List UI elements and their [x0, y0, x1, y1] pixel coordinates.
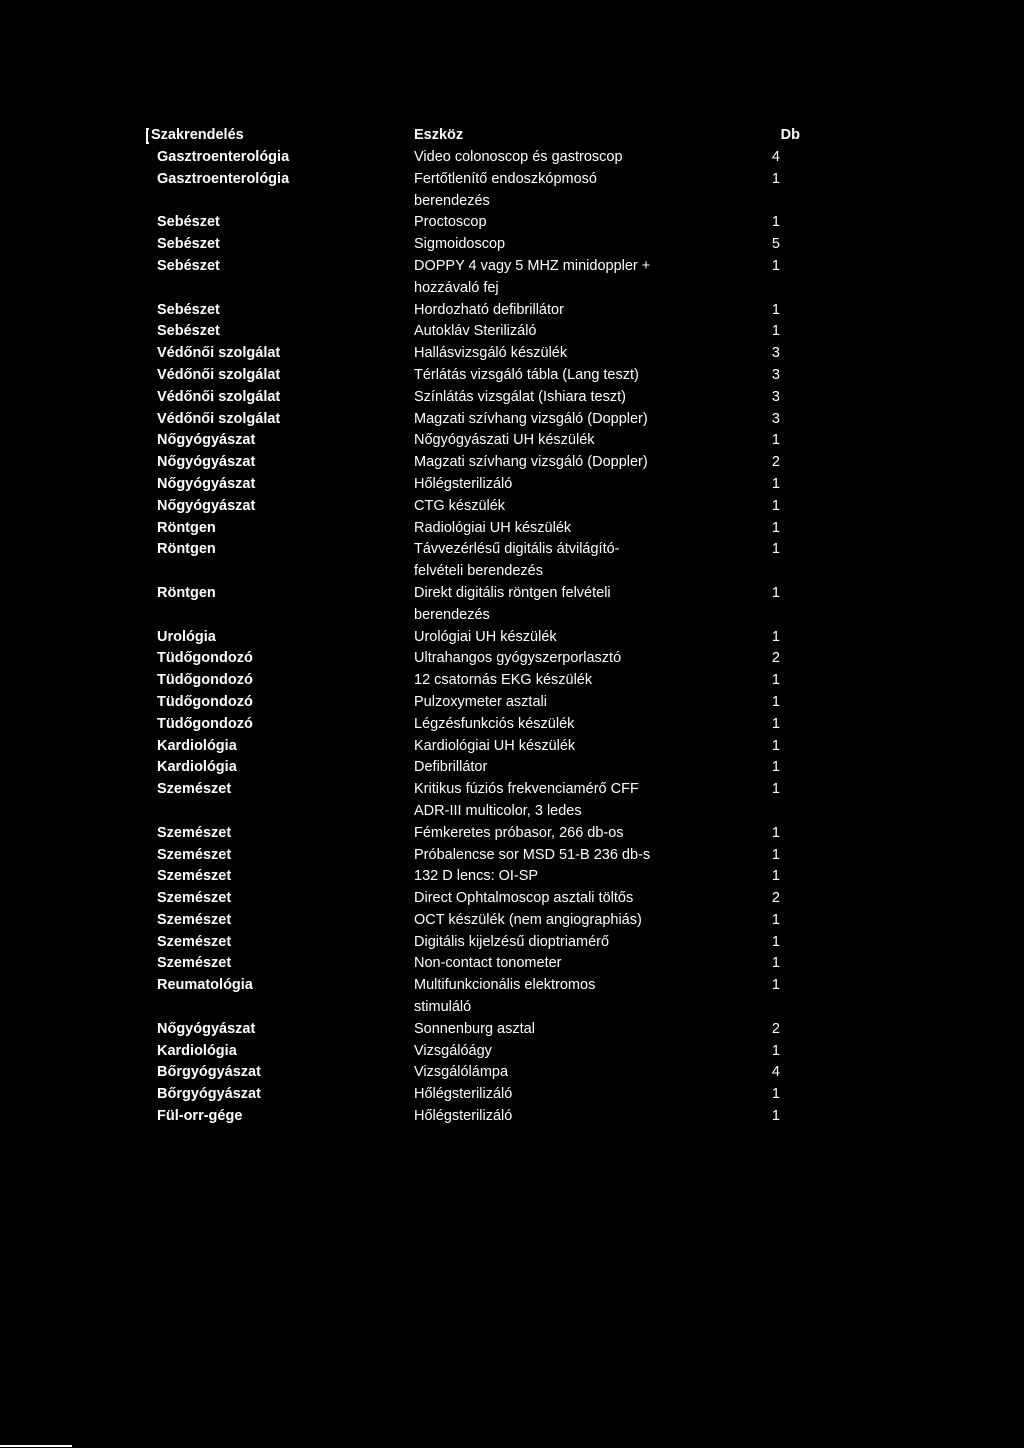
cell-db: 2 — [771, 890, 780, 907]
cell-db: 1 — [771, 301, 780, 318]
cell-db: 1 — [771, 846, 780, 863]
table-row — [0, 583, 1024, 627]
cell-eszkoz: Hallásvizsgáló készülék — [414, 345, 568, 362]
table-row — [0, 212, 1024, 234]
cell-eszkoz: Légzésfunkciós készülék — [414, 715, 575, 732]
cell-db: 1 — [771, 497, 780, 514]
cell-eszkoz: Fémkeretes próbasor, 266 db-os — [414, 824, 624, 841]
cell-db: 1 — [771, 475, 780, 492]
table-row — [0, 888, 1024, 910]
cell-eszkoz: Magzati szívhang vizsgáló (Doppler) — [414, 454, 648, 471]
cell-eszkoz: Nőgyógyászati UH készülék — [414, 432, 595, 449]
table-row — [0, 452, 1024, 474]
table-row — [0, 866, 1024, 888]
cell-szakrendeles: Nőgyógyászat — [157, 432, 256, 449]
cell-eszkoz: Próbalencse sor MSD 51-B 236 db-s — [414, 846, 651, 863]
cell-eszkoz-continuation: stimuláló — [414, 999, 472, 1016]
cell-db: 3 — [771, 345, 780, 362]
table-row — [0, 953, 1024, 975]
table-row — [0, 692, 1024, 714]
cell-eszkoz: Hőlégsterilizáló — [414, 475, 513, 492]
cell-eszkoz: OCT készülék (nem angiographiás) — [414, 911, 642, 928]
cell-db: 1 — [771, 628, 780, 645]
cell-szakrendeles: Gasztroenterológia — [157, 149, 290, 165]
cell-db: 1 — [771, 214, 780, 231]
cell-szakrendeles: Röntgen — [157, 584, 216, 601]
table-row — [0, 1106, 1024, 1128]
cell-eszkoz: Távvezérlésű digitális átvilágító- — [414, 541, 620, 558]
cell-szakrendeles: Nőgyógyászat — [157, 454, 256, 471]
cell-eszkoz: CTG készülék — [414, 497, 506, 514]
cell-db: 3 — [771, 410, 780, 427]
cell-szakrendeles: Gasztroenterológia — [157, 170, 290, 187]
cell-szakrendeles: Nőgyógyászat — [157, 475, 256, 492]
cell-eszkoz-continuation: felvételi berendezés — [414, 563, 543, 580]
table-row — [0, 1084, 1024, 1106]
table-row — [0, 518, 1024, 540]
cell-db: 2 — [771, 1020, 780, 1037]
cell-eszkoz: Magzati szívhang vizsgáló (Doppler) — [414, 410, 648, 427]
cell-db: 1 — [771, 323, 780, 340]
table-row — [0, 409, 1024, 431]
cell-eszkoz: 132 D lencs: OI-SP — [414, 868, 539, 885]
cell-db: 1 — [771, 170, 780, 187]
cell-szakrendeles: Szemészet — [157, 824, 232, 841]
cell-eszkoz: Kritikus fúziós frekvenciamérő CFF — [414, 781, 639, 798]
cell-db: 1 — [771, 519, 780, 536]
cell-szakrendeles: Védőnői szolgálat — [157, 345, 281, 362]
table-row — [0, 256, 1024, 300]
table-row — [0, 147, 1024, 169]
cell-db: 1 — [771, 759, 780, 776]
table-row — [0, 321, 1024, 343]
cell-eszkoz: Non-contact tonometer — [414, 955, 562, 972]
cell-szakrendeles: Szemészet — [157, 911, 232, 928]
cell-db: 1 — [771, 868, 780, 885]
cell-db: 1 — [771, 672, 780, 689]
cell-eszkoz: Radiológiai UH készülék — [414, 519, 572, 536]
table-row — [0, 910, 1024, 932]
cell-db: 1 — [771, 781, 780, 798]
cell-db: 1 — [771, 693, 780, 710]
cell-db: 1 — [771, 715, 780, 732]
table-row — [0, 670, 1024, 692]
cell-szakrendeles: Szemészet — [157, 846, 232, 863]
table-row — [0, 714, 1024, 736]
cell-eszkoz: Hőlégsterilizáló — [414, 1086, 513, 1103]
cell-db: 3 — [771, 388, 780, 405]
table-row — [0, 779, 1024, 823]
cell-eszkoz: Vizsgálólámpa — [414, 1064, 509, 1081]
cell-eszkoz-continuation: hozzávaló fej — [414, 279, 499, 296]
cell-eszkoz-continuation: berendezés — [414, 606, 490, 623]
cell-szakrendeles: Védőnői szolgálat — [157, 410, 281, 427]
cell-db: 1 — [771, 933, 780, 950]
cell-db: 2 — [771, 650, 780, 667]
cell-eszkoz: Autokláv Sterilizáló — [414, 323, 537, 340]
cell-eszkoz: Kardiológiai UH készülék — [414, 737, 576, 754]
table-row — [0, 845, 1024, 867]
cell-szakrendeles: Szemészet — [157, 955, 232, 972]
cell-szakrendeles: Szemészet — [157, 781, 232, 798]
cell-eszkoz: Ultrahangos gyógyszerporlasztó — [414, 650, 622, 667]
cell-szakrendeles: Kardiológia — [157, 737, 237, 754]
table-row — [0, 648, 1024, 670]
cell-eszkoz: Proctoscop — [414, 214, 487, 231]
cell-eszkoz: Direkt digitális röntgen felvételi — [414, 584, 611, 601]
cell-eszkoz: Video colonoscop és gastroscop — [414, 149, 623, 165]
table-row — [0, 757, 1024, 779]
cell-eszkoz: Sonnenburg asztal — [414, 1020, 535, 1037]
cell-db: 1 — [771, 955, 780, 972]
equipment-table — [0, 125, 1024, 1128]
cell-szakrendeles: Kardiológia — [157, 759, 237, 776]
cell-szakrendeles: Tüdőgondozó — [157, 715, 253, 732]
cell-szakrendeles: Sebészet — [157, 257, 220, 274]
cell-eszkoz-continuation: ADR-III multicolor, 3 ledes — [414, 802, 582, 819]
cell-db: 1 — [771, 977, 780, 994]
table-body — [0, 147, 1024, 1128]
table-row — [0, 932, 1024, 954]
table-row — [0, 975, 1024, 1019]
table-row — [0, 300, 1024, 322]
cell-db: 5 — [771, 236, 780, 253]
cell-szakrendeles: Sebészet — [157, 214, 220, 231]
table-row — [0, 474, 1024, 496]
table-row — [0, 387, 1024, 409]
cell-db: 1 — [771, 824, 780, 841]
table-row — [0, 496, 1024, 518]
cell-szakrendeles: Bőrgyógyászat — [157, 1086, 261, 1103]
cell-szakrendeles: Kardiológia — [157, 1042, 237, 1059]
cell-szakrendeles: Tüdőgondozó — [157, 693, 253, 710]
cell-szakrendeles: Védőnői szolgálat — [157, 388, 281, 405]
table-row — [0, 627, 1024, 649]
cell-db: 1 — [771, 1086, 780, 1103]
cell-eszkoz: Hőlégsterilizáló — [414, 1108, 513, 1125]
header-db: Db — [780, 127, 800, 143]
table-header-row — [0, 125, 1024, 147]
cell-eszkoz: Digitális kijelzésű dioptriamérő — [414, 933, 610, 950]
table-row — [0, 365, 1024, 387]
cell-szakrendeles: Sebészet — [157, 323, 220, 340]
cell-eszkoz: Vizsgálóágy — [414, 1042, 492, 1059]
cell-db: 1 — [771, 432, 780, 449]
cell-db: 1 — [771, 1042, 780, 1059]
cell-szakrendeles: Nőgyógyászat — [157, 497, 256, 514]
cell-szakrendeles: Nőgyógyászat — [157, 1020, 256, 1037]
table-row — [0, 539, 1024, 583]
table-row — [0, 343, 1024, 365]
cell-eszkoz: Sigmoidoscop — [414, 236, 506, 253]
cell-db: 1 — [771, 257, 780, 274]
cell-szakrendeles: Szemészet — [157, 890, 232, 907]
cell-db: 1 — [771, 541, 780, 558]
table-row — [0, 736, 1024, 758]
cell-szakrendeles: Tüdőgondozó — [157, 672, 253, 689]
header-eszkoz: Eszköz — [414, 127, 464, 143]
cell-eszkoz: 12 csatornás EKG készülék — [414, 672, 593, 689]
cell-szakrendeles: Urológia — [157, 628, 216, 645]
cell-eszkoz: Direct Ophtalmoscop asztali töltős — [414, 890, 634, 907]
table-row — [0, 1041, 1024, 1063]
cell-eszkoz: Urológiai UH készülék — [414, 628, 557, 645]
cell-eszkoz: Hordozható defibrillátor — [414, 301, 564, 318]
cell-szakrendeles: Bőrgyógyászat — [157, 1064, 261, 1081]
cell-db: 1 — [771, 584, 780, 601]
header-szakrendeles: Szakrendelés — [151, 127, 244, 143]
table-row — [0, 1062, 1024, 1084]
table-row — [0, 823, 1024, 845]
cell-eszkoz: Térlátás vizsgáló tábla (Lang teszt) — [414, 366, 639, 383]
table-row — [0, 1019, 1024, 1041]
cell-db: 1 — [771, 911, 780, 928]
cell-szakrendeles: Reumatológia — [157, 977, 253, 994]
table-row — [0, 430, 1024, 452]
cell-szakrendeles: Tüdőgondozó — [157, 650, 253, 667]
cell-eszkoz: Multifunkcionális elektromos — [414, 977, 596, 994]
cell-eszkoz: Fertőtlenítő endoszkópmosó — [414, 170, 597, 187]
cell-szakrendeles: Szemészet — [157, 868, 232, 885]
cell-eszkoz: Pulzoxymeter asztali — [414, 693, 547, 710]
cell-db: 4 — [771, 1064, 780, 1081]
cell-szakrendeles: Sebészet — [157, 301, 220, 318]
cell-szakrendeles: Röntgen — [157, 541, 216, 558]
cell-szakrendeles: Szemészet — [157, 933, 232, 950]
cell-szakrendeles: Védőnői szolgálat — [157, 366, 281, 383]
cell-eszkoz: DOPPY 4 vagy 5 MHZ minidoppler + — [414, 257, 651, 274]
cell-db: 1 — [771, 737, 780, 754]
cell-db: 4 — [771, 149, 780, 165]
cell-eszkoz-continuation: berendezés — [414, 192, 490, 209]
table-row — [0, 234, 1024, 256]
cell-eszkoz: Színlátás vizsgálat (Ishiara teszt) — [414, 388, 626, 405]
cell-db: 1 — [771, 1108, 780, 1125]
cell-szakrendeles: Sebészet — [157, 236, 220, 253]
page-edge-mark — [0, 1445, 72, 1447]
cell-szakrendeles: Fül-orr-gége — [157, 1108, 243, 1125]
cell-db: 2 — [771, 454, 780, 471]
cell-eszkoz: Defibrillátor — [414, 759, 488, 776]
cell-szakrendeles: Röntgen — [157, 519, 216, 536]
corner-bracket-mark — [146, 128, 149, 144]
cell-db: 3 — [771, 366, 780, 383]
table-row — [0, 169, 1024, 213]
